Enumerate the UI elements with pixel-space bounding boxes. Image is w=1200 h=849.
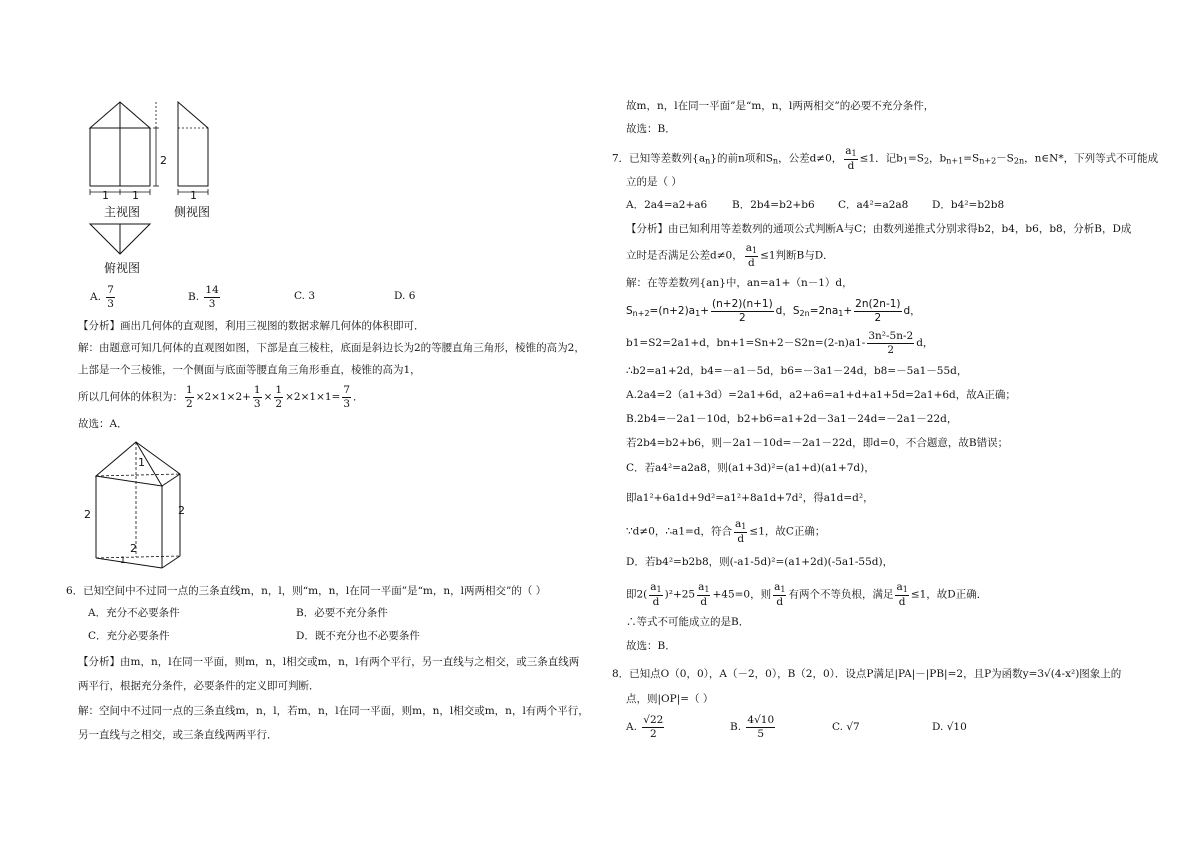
q7-solution-7: 若2b4=b2+b6，则－2a1－10d=－2a1－22d，即d=0，不合题意，故B错误；	[626, 437, 1009, 449]
text: ∵d≠0，∴a1=d，符合	[626, 525, 733, 538]
q6-option-b: B．必要不充分条件	[296, 607, 388, 619]
q7-option-d: D．b4²=b2b8	[932, 199, 1005, 211]
q7-solution-1: 解：在等差数列{an}中，an=a1+（n－1）d，	[626, 277, 853, 289]
fraction	[204, 284, 219, 310]
top-view-label: 俯视图	[104, 261, 141, 275]
volume-expr: ×	[263, 391, 273, 404]
fraction: $\frac{a_1}{d}$	[735, 518, 747, 545]
dim-label-3: 1	[190, 189, 197, 202]
q7-solution-4: ∴b2=a1+2d，b4=－a1－5d，b6=－3a1－24d，b8=－5a1－55d，	[626, 365, 968, 377]
option-key: B.	[188, 291, 200, 304]
denominator: 3	[208, 297, 216, 310]
q6-solution-2: 另一直线与之相交，或三条直线两两平行．	[78, 729, 278, 741]
numerator: √22	[643, 714, 664, 726]
text: )²+25	[664, 588, 696, 601]
solid-label-right: 2	[178, 504, 185, 517]
solid-label-bottom: 2	[130, 542, 137, 555]
q6-analysis-2: 两平行，根据充分条件，必要条件的定义即可判断．	[78, 680, 320, 692]
text: ，n∈N*，下列等式不可能成	[1024, 152, 1159, 165]
option-key: D.	[932, 721, 944, 733]
q7-stem-line2: 立的是（ ）	[626, 176, 682, 188]
denominator: 2	[649, 727, 657, 740]
volume-prefix: 所以几何体的体积为：	[78, 391, 183, 404]
option-text: √7	[846, 721, 860, 733]
fraction	[106, 284, 115, 310]
text: 即2(	[626, 588, 648, 601]
three-view-figure	[88, 100, 238, 280]
text: 有两个不等负根，满足	[788, 588, 894, 601]
q7-analysis-1: 【分析】由已知利用等差数列的通项公式判断A与C；由数列递推式分别求得b2，b4，b6，b8，分析B，D成	[626, 223, 1132, 235]
q5-answer: 故选：A．	[78, 418, 128, 430]
text: =S	[963, 152, 980, 165]
numerator: 4√10	[747, 714, 775, 726]
q8-option-b	[730, 714, 777, 740]
q6-solution-1: 解：空间中不过同一点的三条直线m，n，l，若m，n，l在同一平面，则m，n，l相交或m，n，l有两个平行，	[78, 705, 589, 717]
q7-solution-5: A.2a4=2（a1+3d）=2a1+6d，a2+a6=a1+d+a1+5d=2a1+6d，故A正确；	[626, 389, 1016, 401]
option-key: A.	[90, 291, 101, 304]
q7-solution-11: D．若b4²=b2b8，则(-a1-5d)²=(a1+2d)(-5a1-55d)，	[626, 556, 894, 568]
q8-option-a	[626, 714, 666, 740]
dim-label-h: 2	[160, 154, 167, 167]
option-key: C.	[832, 721, 843, 733]
q7-solution-12	[626, 581, 987, 608]
q5-option-b	[188, 284, 222, 310]
fraction	[746, 714, 775, 740]
fraction: $\frac{a_1}{d}$	[774, 581, 786, 608]
fraction: $\frac{a_1}{d}$	[698, 581, 710, 608]
dim-label-1: 1	[102, 189, 109, 202]
q7-answer: 故选：B．	[626, 640, 676, 652]
text: －S	[996, 152, 1014, 165]
q7-option-b: B．2b4=b2+b6	[732, 199, 815, 211]
q5-analysis: 【分析】画出几何体的直观图，利用三视图的数据求解几何体的体积即可．	[78, 320, 425, 332]
q7-solution-9: 即a1²+6a1d+9d²=a1²+8a1d+7d²，得a1d=d²，	[626, 492, 874, 504]
q5-solution-2: 上部是一个三棱锥，一个侧面与底面等腰直角三角形垂直，棱锥的高为1，	[78, 364, 421, 376]
q6-option-c: C．充分必要条件	[88, 630, 170, 642]
text: +45=0，则	[712, 588, 772, 601]
fraction: $\frac{a_1}{d}$	[845, 145, 857, 172]
q8-stem-1: 8．已知点O（0，0），A（－2，0），B（2，0）．设点P满足|PA|－|PB|=2，且P为函数y=3√(4-x²)图象上的	[612, 668, 1122, 680]
fraction: $\frac{1}{2}$	[186, 384, 193, 410]
option-key: B.	[730, 721, 742, 734]
fraction: $\frac{a_1}{d}$	[650, 581, 662, 608]
volume-expr: ×2×1×1=	[285, 391, 341, 404]
q7-solution-6: B.2b4=－2a1－10d，b2+b6=a1+2d－3a1－24d=－2a1－22d，	[626, 413, 958, 425]
text: =(n+2)a	[649, 305, 696, 318]
fraction: $\frac{\text{3n²-5n-2}}{2}$	[868, 330, 914, 356]
q8-option-c	[832, 721, 860, 734]
q6-analysis-1: 【分析】由m，n，l在同一平面，则m，n，l相交或m，n，l有两个平行，另一直线与之相交，或三条直线两	[78, 656, 580, 668]
text: ≤1，故C正确；	[749, 525, 826, 538]
solid-label-left: 2	[84, 508, 91, 521]
q7-solution-3: b1=S2=2a1+d，bn+1=Sn+2－S2n=(2-n)a1- $\frac{\text{3n²-5n-2}}{2}$ d，	[626, 330, 934, 356]
q6-answer: 故选：B．	[626, 123, 676, 135]
side-view-label: 侧视图	[174, 205, 211, 219]
text: ≤1，故D正确．	[910, 588, 988, 601]
solid-label-corner: 1	[120, 556, 126, 566]
option-text: 6	[408, 290, 416, 302]
q7-sum-formula: $S_{n+2}=(n+2)a_1+$ $\frac{(n+2)(n+1)}{2}$ d，$S_{2n}=2na_1+$ $\frac{2n(2n-1)}{2}$ d，	[626, 298, 921, 324]
text: }的前n项和S	[710, 152, 773, 165]
denominator: 3	[107, 297, 114, 310]
q7-stem: 7．已知等差数列$\{a_n\}$的前n项和$S_n$，公差d≠0， $\frac{a_1}{d}$ ≤1．记$b_1=S_2$，$b_{n+1}=S_{n+2}-S_{2n}$，n∈N*，下列等式不可能成	[612, 145, 1159, 172]
numerator: 7	[107, 284, 114, 296]
text: ，公差d≠0，	[778, 152, 843, 165]
q6-option-a: A．充分不必要条件	[88, 607, 180, 619]
text: ≤1判断B与D．	[760, 249, 834, 262]
q7-option-a: A．2a4=a2+a6	[626, 199, 708, 211]
q6-option-d: D．既不充分也不必要条件	[296, 630, 420, 642]
q5-option-a	[90, 284, 117, 310]
text: ≤1．记b	[859, 152, 903, 165]
option-key: C.	[294, 290, 305, 302]
volume-expr: ×2×1×2+	[195, 391, 251, 404]
fraction	[642, 714, 664, 740]
text: ，b	[929, 152, 947, 165]
q5-option-c	[294, 290, 315, 303]
fraction: $\frac{a_1}{d}$	[896, 581, 908, 608]
solid-label-top: 1	[138, 456, 145, 469]
q6-conclusion: 故m，n，l在同一平面”是“m，n，l两两相交”的必要不充分条件，	[626, 100, 935, 112]
option-key: A.	[626, 721, 637, 734]
front-view-label: 主视图	[104, 205, 141, 219]
denominator: 5	[757, 727, 765, 740]
text: =S	[907, 152, 924, 165]
option-text: √10	[946, 721, 967, 733]
fraction: $\frac{1}{2}$	[275, 384, 283, 410]
q5-volume-line: 所以几何体的体积为： $\frac{1}{2}$ ×2×1×2+ $\frac{1}{3}$ × $\frac{1}{2}$ ×2×1×1= $\frac{7}{3}$ ．	[78, 384, 364, 410]
text: 立时是否满足公差d≠0，	[626, 249, 743, 262]
q5-solution-1: 解：由题意可知几何体的直观图如图，下部是直三棱柱，底面是斜边长为2的等腰直角三角形，棱锥的高为2，	[78, 342, 585, 354]
q7-solution-13: ∴等式不可能成立的是B．	[626, 616, 750, 628]
option-text: 3	[308, 290, 316, 302]
q7-solution-8: C．若a4²=a2a8，则(a1+3d)²=(a1+d)(a1+7d)，	[626, 462, 875, 474]
text: ，S	[782, 305, 800, 318]
text: b1=S2=2a1+d，bn+1=Sn+2－S2n=(2-n)a1-	[626, 337, 866, 350]
numerator: 14	[205, 284, 219, 296]
q8-stem-2: 点，则|OP|=（ ）	[626, 693, 714, 705]
q7-analysis-2	[626, 242, 834, 269]
q5-option-d	[394, 290, 415, 303]
fraction: $\frac{2n(2n-1)}{2}$	[855, 298, 901, 324]
q7-option-c: C．a4²=a2a8	[838, 199, 909, 211]
q7-solution-10	[626, 518, 825, 545]
fraction: $\frac{(n+2)(n+1)}{2}$	[712, 298, 773, 324]
fraction: $\frac{7}{3}$	[343, 384, 351, 410]
text: =2na	[809, 305, 839, 318]
text: 7．已知等差数列{a	[612, 152, 706, 165]
text: S	[626, 305, 633, 318]
q8-option-d	[932, 721, 967, 734]
option-key: D.	[394, 290, 406, 302]
text: d，	[903, 305, 921, 318]
fraction: $\frac{1}{3}$	[253, 384, 261, 410]
fraction: $\frac{a_1}{d}$	[745, 242, 758, 269]
q6-stem: 6．已知空间中不过同一点的三条直线m，n，l，则“m，n，l在同一平面”是“m，n，l两两相交”的（ ）	[66, 585, 547, 597]
dim-label-2: 1	[132, 189, 139, 202]
